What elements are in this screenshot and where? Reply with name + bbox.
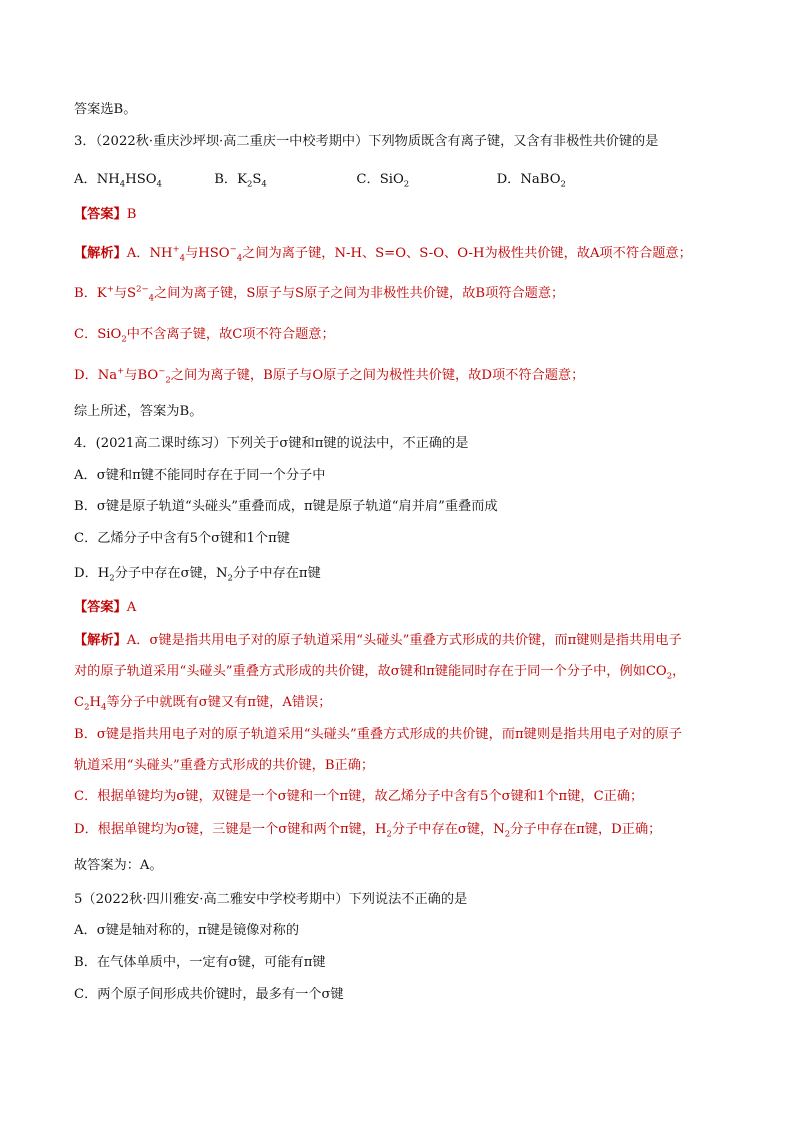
q4-option-a: A．σ键和π键不能同时存在于同一个分子中 — [74, 468, 326, 483]
q3-summary: 综上所述，答案为B。 — [74, 404, 203, 419]
q5-stem: 5（2022秋·四川雅安·高二雅安中学校考期中）下列说法不正确的是 — [74, 892, 468, 907]
q4-analysis-a3: $C_2H_4$等分子中就既有σ键又有π键，A错误； — [74, 695, 332, 713]
q3-analysis-c: C．SiO$_2$中不含离子键，故C项不符合题意； — [74, 327, 335, 345]
q3-option-b: B．$K_2S_4$ — [214, 172, 267, 190]
q4-summary: 故答案为：A。 — [74, 858, 163, 873]
q3-stem: 3．（2022秋·重庆沙坪坝·高二重庆一中校考期中）下列物质既含有离子键，又含有非极性共价键的是 — [74, 134, 659, 149]
q3-analysis-a: 【解析】A．$NH^+_4$与$HSO^-_4$之间为离子键，N-H、S=O、S-O、O-H为极性共价键，故A项不符合题意； — [74, 244, 692, 264]
q3-option-c: C．SiO$_2$ — [356, 172, 410, 190]
q4-option-b: B．σ键是原子轨道“头碰头”重叠而成，π键是原子轨道“肩并肩”重叠而成 — [74, 499, 498, 514]
q3-option-d: D．NaBO$_2$ — [496, 172, 566, 190]
q4-analysis-a2: 对的原子轨道采用“头碰头”重叠方式形成的共价键，故σ键和π键能同时存在于同一个分子中，例如$CO_2$， — [74, 664, 686, 682]
q3-options — [74, 170, 566, 190]
q4-answer: 【答案】A — [74, 600, 137, 615]
q5-option-a: A．σ键是轴对称的，π键是镜像对称的 — [74, 923, 300, 938]
q4-stem: 4．(2021高二课时练习）下列关于σ键和π键的说法中，不正确的是 — [74, 436, 469, 451]
q4-analysis-b1: B．σ键是指共用电子对的原子轨道采用“头碰头”重叠方式形成的共价键，而π键则是指共用电子对的原子 — [74, 727, 682, 742]
q4-analysis-a1: 【解析】A．σ键是指共用电子对的原子轨道采用“头碰头”重叠方式形成的共价键，而π键则是指共用电子 — [74, 633, 682, 648]
q3-answer: 【答案】B — [74, 207, 137, 222]
q4-analysis-b2: 轨道采用“头碰头”重叠方式形成的共价键，B正确； — [74, 758, 375, 773]
q4-analysis-c: C．根据单键均为σ键，双键是一个σ键和一个π键，故乙烯分子中含有5个σ键和1个π键，C正确； — [74, 789, 644, 804]
q3-option-a: A．$NH_4HSO_4$ — [74, 172, 162, 190]
q4-analysis-d: D．根据单键均为σ键，三键是一个σ键和两个π键，$H_2$分子中存在σ键，$N_2$分子中存在π键，D正确； — [74, 822, 662, 840]
q5-option-b: B．在气体单质中，一定有σ键，可能有π键 — [74, 955, 326, 970]
q3-analysis-d: D．Na+与$BO^-_2$之间为离子键，B原子与O原子之间为极性共价键，故D项不符合题意； — [74, 366, 585, 386]
q4-option-c: C．乙烯分子中含有5个σ键和1个π键 — [74, 531, 290, 546]
q3-analysis-b: B．K+与$S^{2-}_4$之间为离子键，S原子与S原子之间为非极性共价键，故B项符合题意； — [74, 284, 565, 304]
q2-answer-tail: 答案选B。 — [74, 102, 137, 117]
q5-option-c: C．两个原子间形成共价键时，最多有一个σ键 — [74, 987, 344, 1002]
q4-option-d: D．$H_2$分子中存在σ键，$N_2$分子中存在π键 — [74, 566, 321, 584]
